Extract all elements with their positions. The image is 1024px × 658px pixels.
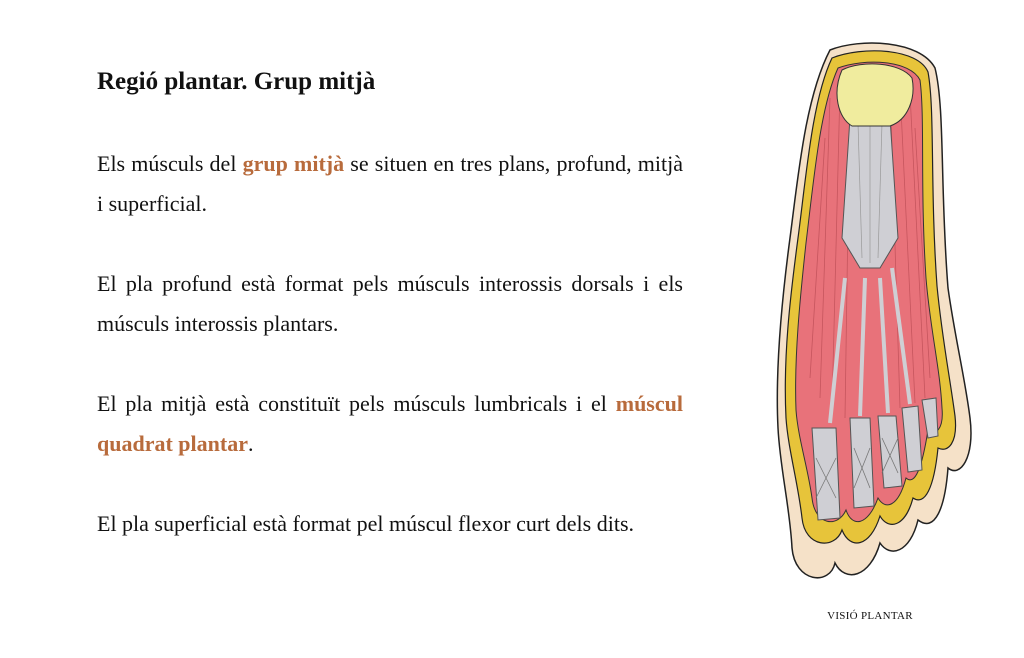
paragraph-superficial-plane: El pla superficial està format pel múscul flexor curt dels dits. <box>97 511 635 536</box>
paragraph-planes <box>97 144 683 224</box>
heel-bone <box>837 64 913 126</box>
foot-plantar-illustration <box>770 38 980 583</box>
paragraph-deep-plane: El pla profund està format pels músculs interossis dorsals i els músculs interossis plantars. <box>97 271 683 336</box>
quadrat-plantar-link[interactable]: múscul quadrat plantar <box>97 391 683 456</box>
page-title: Regió plantar. Grup mitjà <box>97 68 376 95</box>
paragraph-middle-plane <box>97 384 683 464</box>
paragraph-text: se situen en tres plans, profund, mitjà i superficial. <box>97 151 683 216</box>
figure-caption: VISIÓ PLANTAR <box>827 610 913 622</box>
paragraph-text: Els músculs del <box>97 151 243 176</box>
text-column <box>97 66 683 544</box>
grup-mitja-link[interactable]: grup mitjà <box>242 151 345 176</box>
paragraph-text: El pla mitjà està constituït pels músculs lumbricals i el <box>97 391 616 416</box>
paragraph-text: . <box>247 431 254 456</box>
